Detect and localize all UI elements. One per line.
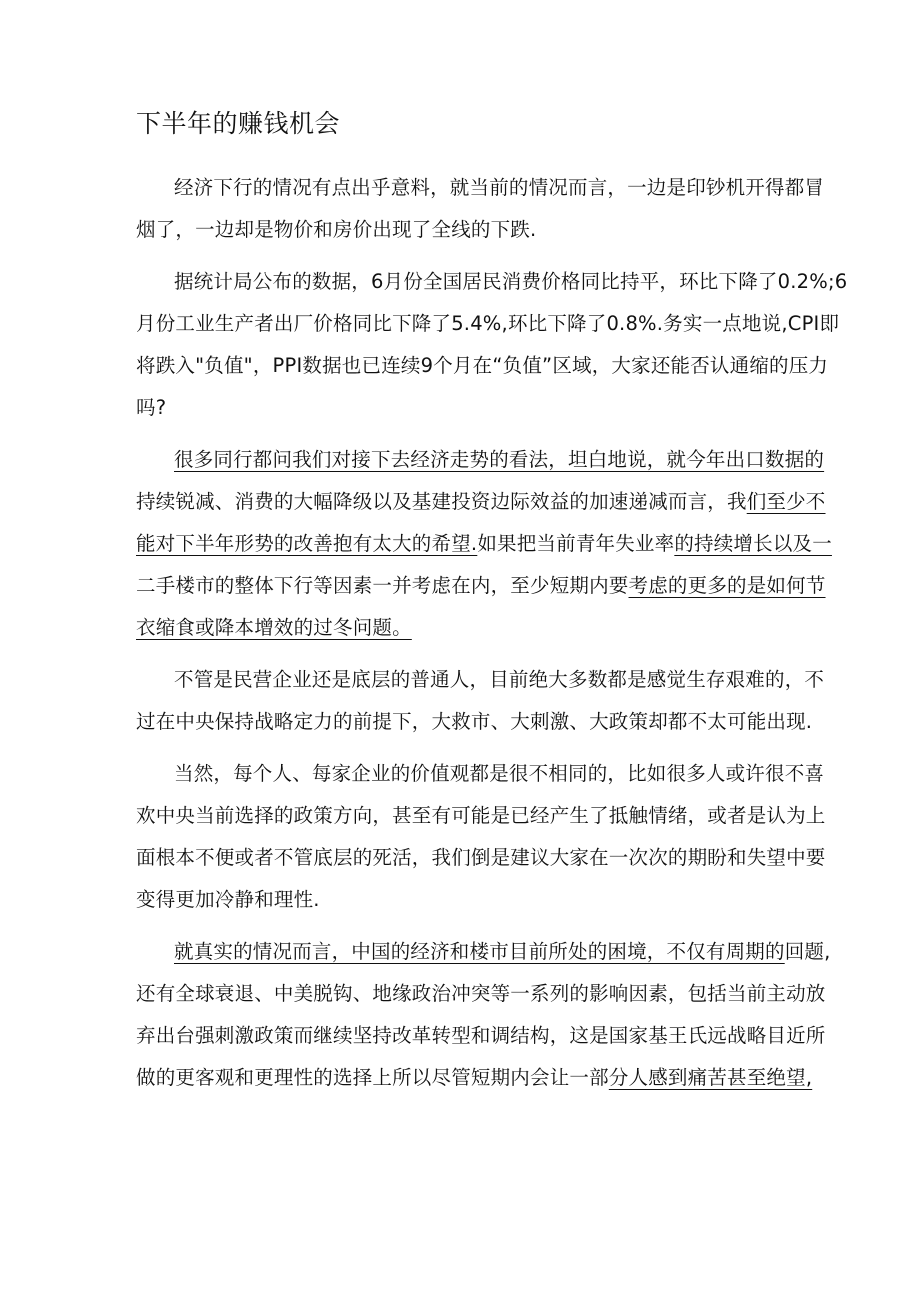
paragraph-line <box>136 1064 813 1106</box>
underlined-text-run: 考虑的更多的是如何节 <box>628 574 826 597</box>
text-run: 过在中央保持战略定力的前提下，大救市、大刺激、大政策却都不太可能出现. <box>136 710 813 733</box>
text-run: 还有全球衰退、中美脱钩、地缘政治冲突等一系列的影响因素，包括当前主动放 <box>136 982 826 1005</box>
text-run: 回题, <box>784 940 831 963</box>
paragraph <box>136 666 825 760</box>
text-run: 持续锐减、消费的大幅降级以及基建投资边际效益的加速递减而言，我 <box>136 490 747 513</box>
text-run: 据统计局公布的数据，6月份全国居民消费价格同比持平，环比下降了0.2%;6 <box>174 270 848 293</box>
paragraph-line <box>136 216 786 258</box>
text-run: 经济下行的情况有点出乎意料，就当前的情况而言，一边是印钞机开得都冒 <box>174 176 825 199</box>
paragraph <box>136 760 826 938</box>
paragraph <box>136 174 825 268</box>
paragraph-line <box>136 614 786 656</box>
text-run: 变得更加冷静和理性. <box>136 888 320 911</box>
document-body <box>136 174 848 1106</box>
paragraph-line <box>136 394 786 436</box>
underlined-text-run: 们至少不 <box>746 490 826 513</box>
underlined-text-run: 很多同行都问我们对接下去经济走势的看法，坦白地说，就今年出口数据的 <box>174 448 825 471</box>
paragraph-line <box>136 572 826 614</box>
underlined-text-run: 能对下半年形势的改善抱有太大的希望. <box>136 532 478 555</box>
paragraph-line <box>136 1022 826 1064</box>
paragraph-line <box>136 352 829 394</box>
paragraph-line <box>136 844 826 886</box>
text-run: 月份工业生产者出厂价格同比下降了5.4%,环比下降了0.8%.务实一点地说,CPI即 <box>136 312 840 335</box>
paragraph-line <box>136 980 826 1022</box>
text-run: 不管是民营企业还是底层的普通人，目前绝大多数都是感觉生存艰难的，不 <box>174 668 825 691</box>
text-run: 烟了，一边却是物价和房价出现了全线的下跌. <box>136 218 537 241</box>
paragraph <box>136 268 848 446</box>
document-title: 下半年的赚钱机会 <box>136 109 341 138</box>
paragraph-line <box>136 886 786 928</box>
text-run: 弃出台强刺激政策而继续坚持改革转型和调结构，这是国家基王氏远战略目近所 <box>136 1024 826 1047</box>
paragraph-line <box>136 488 826 530</box>
underlined-text-run: 分人感到痛苦甚至绝望, <box>608 1066 813 1089</box>
paragraph-line <box>136 310 840 352</box>
underlined-text-run: 就真实的情况而言，中国的经济和楼市目前所处的困境，不仅有周期的 <box>174 940 785 963</box>
text-run: 欢中央当前选择的政策方向，甚至有可能是已经产生了抵触情绪，或者是认为上 <box>136 804 826 827</box>
paragraph-line <box>136 174 825 216</box>
paragraph <box>136 938 831 1106</box>
paragraph-line <box>136 760 825 802</box>
underlined-text-run: 的持续增长以及一 <box>674 532 832 555</box>
paragraph <box>136 446 832 666</box>
text-run: 做的更客观和更理性的选择上所以尽管短期内会让一部 <box>136 1066 609 1089</box>
paragraph-line <box>136 708 813 750</box>
paragraph-line <box>136 802 826 844</box>
text-run: 如果把当前青年失业率 <box>477 532 675 555</box>
paragraph-line <box>136 268 848 310</box>
text-run: 面根本不便或者不管底层的死活，我们倒是建议大家在一次次的期盼和失望中要 <box>136 846 826 869</box>
text-run: 当然，每个人、每家企业的价值观都是很不相同的，比如很多人或许很不喜 <box>174 762 825 785</box>
paragraph-line <box>136 938 831 980</box>
paragraph-line <box>136 530 832 572</box>
text-run: 二手楼市的整体下行等因素一并考虑在内，至少短期内要 <box>136 574 629 597</box>
underlined-text-run: 衣缩食或降本增效的过冬问题。 <box>136 616 412 639</box>
text-run: 将跌入"负值"，PPI数据也已连续9个月在“负值”区域，大家还能否认通缩的压力 <box>136 354 829 377</box>
paragraph-line <box>136 666 825 708</box>
paragraph-line <box>136 446 825 488</box>
text-run: 吗? <box>136 396 167 419</box>
